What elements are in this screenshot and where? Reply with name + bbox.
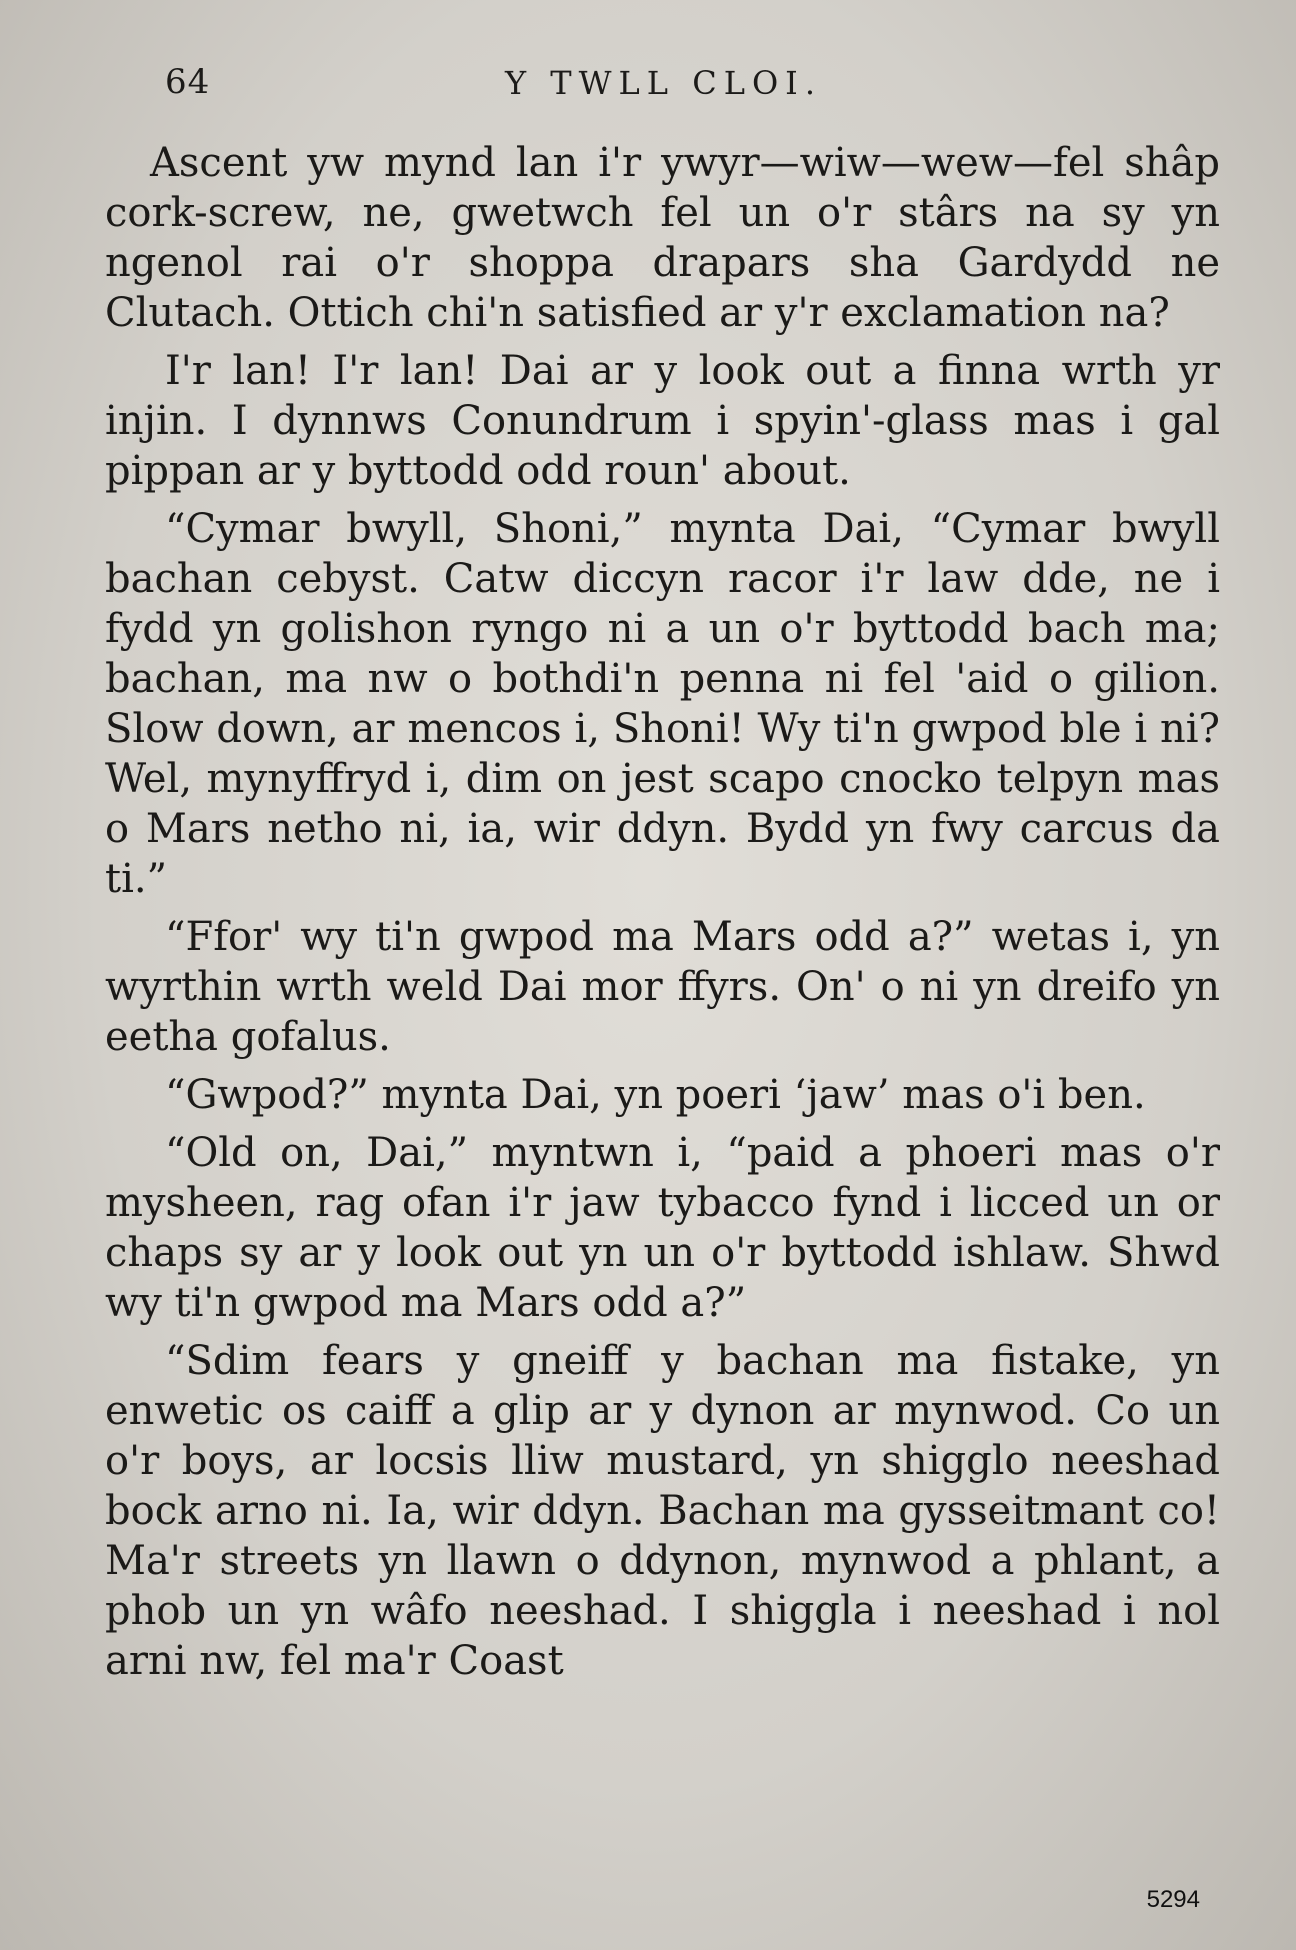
- paragraph: “Cymar bwyll, Shoni,” mynta Dai, “Cymar bwyll bachan cebyst. Catw diccyn racor i'r law dde, ne i fydd yn golishon ryngo ni a un o'r byttodd bach ma; bachan, ma nw o bothdi'n penna ni fel 'aid o gilion. Slow down, ar mencos i, Shoni! Wy ti'n gwpod ble i ni? Wel, mynyffryd i, dim on jest scapo cnocko telpyn mas o Mars netho ni, ia, wir ddyn. Bydd yn fwy carcus da ti.”: [105, 506, 1220, 902]
- page-number: 64: [165, 62, 211, 102]
- paragraph: “Ffor' wy ti'n gwpod ma Mars odd a?” wetas i, yn wyrthin wrth weld Dai mor ffyrs. On' o ni yn dreifo yn eetha gofalus.: [105, 914, 1220, 1060]
- catalog-number: 5294: [1146, 1886, 1200, 1913]
- body-text: [105, 138, 1220, 1694]
- paragraph: I'r lan! I'r lan! Dai ar y look out a finna wrth yr injin. I dynnws Conundrum i spyin'-glass mas i gal pippan ar y byttodd odd roun' about.: [105, 348, 1220, 494]
- running-head: [165, 62, 925, 112]
- paragraph: “Sdim fears y gneiff y bachan ma fistake, yn enwetic os caiff a glip ar y dynon ar mynwod. Co un o'r boys, ar locsis lliw mustard, yn shigglo neeshad bock arno ni. Ia, wir ddyn. Bachan ma gysseitmant co! Ma'r streets yn llawn o ddynon, mynwod a phlant, a phob un yn wâfo neeshad. I shiggla i neeshad i nol arni nw, fel ma'r Coast: [105, 1338, 1220, 1684]
- paragraph: Ascent yw mynd lan i'r ywyr—wiw—wew—fel shâp cork-screw, ne, gwetwch fel un o'r stârs na sy yn ngenol rai o'r shoppa drapars sha Gardydd ne Clutach. Ottich chi'n satisfied ar y'r exclamation na?: [105, 140, 1220, 336]
- book-title: Y TWLL CLOI.: [505, 64, 822, 102]
- paragraph: “Gwpod?” mynta Dai, yn poeri ‘jaw’ mas o'i ben.: [165, 1072, 1146, 1118]
- paragraph: “Old on, Dai,” myntwn i, “paid a phoeri mas o'r mysheen, rag ofan i'r jaw tybacco fynd i licced un or chaps sy ar y look out yn un o'r byttodd ishlaw. Shwd wy ti'n gwpod ma Mars odd a?”: [105, 1130, 1220, 1326]
